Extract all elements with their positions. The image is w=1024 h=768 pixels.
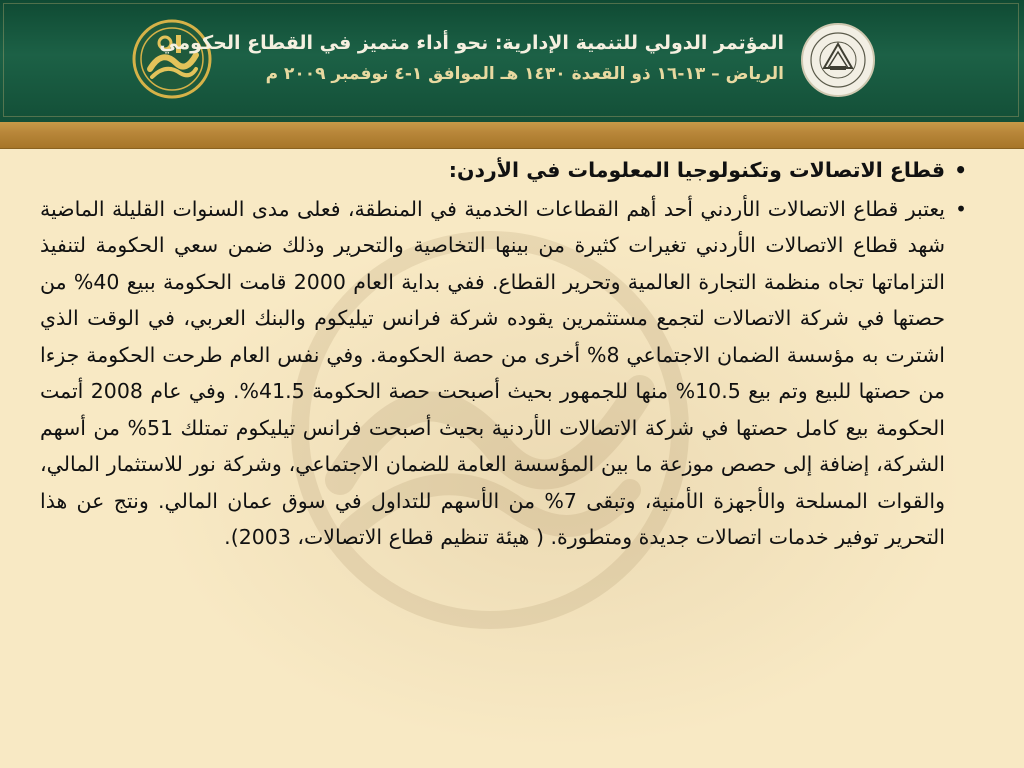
bullet-marker: • <box>955 196 967 221</box>
bullet-paragraph <box>40 191 985 556</box>
bullet-marker: • <box>954 158 967 182</box>
conference-date-location: الرياض – ١٣-١٦ ذو القعدة ١٤٣٠ هـ الموافق ١-٤ نوفمبر ٢٠٠٩ م <box>265 64 784 84</box>
conference-title: المؤتمر الدولي للتنمية الإدارية: نحو أداء متميز في القطاع الحكومي <box>159 32 784 54</box>
bullet-heading-text: قطاع الاتصالات وتكنولوجيا المعلومات في الأردن: <box>448 158 945 182</box>
bullet-paragraph-text: يعتبر قطاع الاتصالات الأردني أحد أهم القطاعات الخدمية في المنطقة، فعلى مدى السنوات القليلة الماضية شهد قطاع الاتصالات الأردني تغيرات كثيرة من بينها التخاصية والتحرير وذلك ضمن سعي الحكومة لتنفيذ التزاماتها تجاه منظمة التجارة العالمية وتحرير القطاع. ففي بداية العام 2000 قامت الحكومة ببيع 40% من حصتها في شركة الاتصالات لتجمع مستثمرين يقوده شركة فرانس تيليكوم والبنك العربي، في الوقت الذي اشترت به مؤسسة الضمان الاجتماعي 8% أخرى من حصة الحكومة. وفي نفس العام طرحت الحكومة جزءا من حصتها للبيع وتم بيع 10.5% منها للجمهور بحيث أصبحت حصة الحكومة 41.5%. وفي عام 2008 أتمت الحكومة بيع كامل حصتها في شركة الاتصالات الأردنية بحيث أصبحت فرانس تيليكوم تمتلك 51% من أسهم الشركة، إضافة إلى حصص موزعة ما بين المؤسسة العامة للضمان الاجتماعي، وشركة نور للاستثمار المالي، والقوات المسلحة والأجهزة الأمنية، وتبقى 7% من الأسهم للتداول في سوق عمان المالي. ونتج عن هذا التحرير توفير خدمات اتصالات جديدة ومتطورة. ( هيئة تنظيم قطاع الاتصالات، 2003). <box>40 196 945 549</box>
conference-header <box>0 0 1024 124</box>
institute-seal-icon <box>800 22 876 98</box>
bullet-heading <box>40 152 985 189</box>
slide-bullet-list <box>40 150 985 556</box>
header-gold-band <box>0 122 1024 149</box>
